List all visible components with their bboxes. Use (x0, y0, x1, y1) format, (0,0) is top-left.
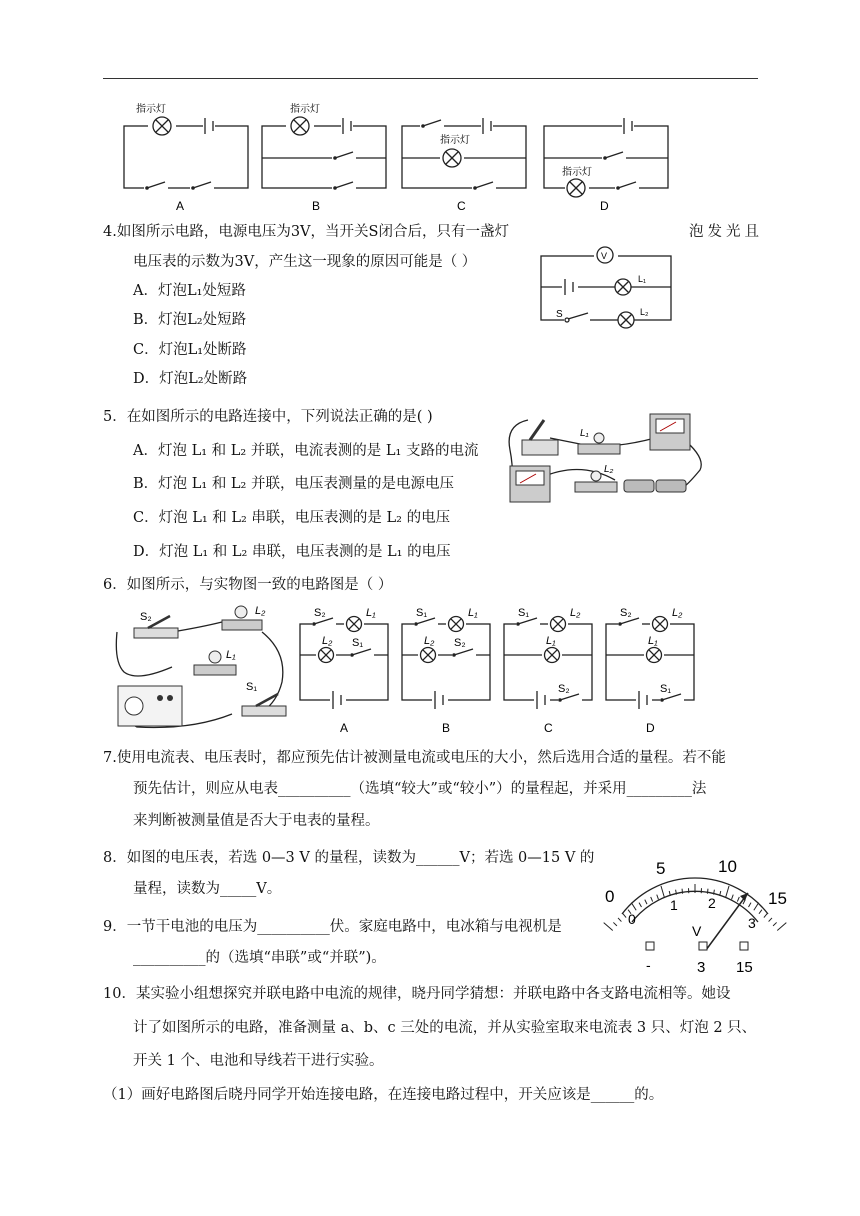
top-switch-label: S₁ (518, 607, 530, 619)
switch-s1-icon (242, 706, 286, 716)
q4-option-a: A．灯泡L₁处短路 (133, 283, 246, 299)
battery-icon (624, 480, 654, 492)
q6-circuit-a (300, 607, 388, 735)
bottom-switch-label: S₁ (660, 683, 672, 695)
mid-switch-label: S₁ (352, 637, 364, 649)
indicator-label: 指示灯 (136, 104, 166, 115)
svg-text:3: 3 (697, 959, 706, 976)
voltmeter-dial-figure (600, 852, 790, 977)
battery-icon (656, 480, 686, 492)
fig-letter-a: A (176, 199, 185, 213)
mid-lamp-label: L₂ (424, 635, 435, 647)
svg-text:15: 15 (736, 959, 753, 976)
q10-sub1: （1）画好电路图后晓丹同学开始连接电路，在连接电路过程中，开关应该是______的。 (103, 1087, 664, 1103)
mid-switch-label: S₂ (454, 637, 466, 649)
header-rule (103, 78, 758, 79)
top-switch-label: S₁ (416, 607, 428, 619)
q3-circuit-d (544, 117, 668, 213)
q4-stem-line2: 电压表的示数为3V，产生这一现象的原因可能是（ ） (133, 254, 477, 270)
q9-line2: __________的（选填“串联”或“并联”)。 (133, 950, 386, 966)
fig-letter: B (442, 721, 451, 735)
indicator-label: 指示灯 (562, 167, 592, 178)
fig-letter: C (544, 721, 553, 735)
svg-text:0: 0 (605, 887, 615, 906)
q4-option-b: B．灯泡L₂处短路 (133, 312, 247, 328)
q5-option-d: D．灯泡 L₁ 和 L₂ 串联，电压表测的是 L₁ 的电压 (133, 544, 451, 560)
q3-circuit-c (402, 117, 526, 213)
svg-text:L₁: L₁ (638, 274, 647, 284)
terminal-15-icon (740, 942, 748, 950)
fig-letter: D (646, 721, 655, 735)
mid-lamp-label: L₂ (322, 635, 333, 647)
q4-stem: 4.如图所示电路，电源电压为3V，当开关S闭合后，只有一盏灯 (103, 224, 509, 240)
q10-line1: 10．某实验小组想探究并联电路中电流的规律，晓丹同学猜想：并联电路中各支路电流相等。她设 (103, 986, 731, 1002)
terminal-3-icon (699, 942, 707, 950)
svg-text:V: V (692, 923, 702, 939)
svg-text:2: 2 (708, 895, 716, 911)
q3-circuit-figures (110, 95, 690, 215)
svg-text:V: V (601, 251, 608, 261)
svg-text:10: 10 (718, 857, 737, 876)
q4-circuit-figure (538, 240, 678, 332)
q7-line3: 来判断被测量值是否大于电表的量程。 (133, 813, 380, 829)
svg-text:S: S (556, 309, 563, 320)
top-switch-label: S₂ (620, 607, 632, 619)
q6-circuit-b (402, 607, 490, 735)
top-lamp-label: L₁ (366, 607, 376, 619)
q9-line1: 9．一节干电池的电压为__________伏。家庭电路中，电冰箱与电视机是 (103, 919, 562, 935)
lamp-l1-icon (209, 651, 221, 663)
fig-letter-b: B (312, 199, 321, 213)
q8-line2: 量程，读数为_____V。 (133, 881, 282, 897)
q6-circuit-diagrams (292, 600, 712, 740)
q4-option-c: C．灯泡L₁处断路 (133, 342, 247, 358)
mid-lamp-label: L₁ (648, 635, 658, 647)
switch-s2-icon (134, 628, 178, 638)
lamp-holder-l1-icon (578, 444, 620, 454)
q7-line2: 预先估计，则应从电表__________（选填“较大”或“较小”）的量程起，并采用_________法 (133, 781, 707, 797)
top-lamp-label: L₂ (672, 607, 683, 619)
q10-line3: 开关 1 个、电池和导线若干进行实验。 (133, 1053, 384, 1069)
indicator-label: 指示灯 (290, 104, 320, 115)
q3-circuit-b (262, 102, 386, 213)
q4-stem-end: 泡发光且 (689, 224, 763, 240)
q7-line1: 7.使用电流表、电压表时，都应预先估计被测量电流或电压的大小，然后选用合适的量程。若不能 (103, 750, 726, 766)
q5-option-b: B．灯泡 L₁ 和 L₂ 并联，电压表测量的是电源电压 (133, 476, 454, 492)
terminal-neg-icon (646, 942, 654, 950)
svg-text:1: 1 (670, 897, 678, 913)
svg-text:S₂: S₂ (140, 611, 152, 623)
lamp-l2-icon (235, 606, 247, 618)
indicator-label: 指示灯 (440, 135, 470, 146)
q6-physical-figure (112, 602, 292, 732)
top-lamp-label: L₁ (468, 607, 478, 619)
svg-text:-: - (646, 957, 651, 973)
mid-lamp-label: L₁ (546, 635, 556, 647)
q6-stem: 6．如图所示，与实物图一致的电路图是（ ） (103, 577, 393, 593)
q5-physical-circuit-figure (500, 410, 715, 505)
svg-text:L₁: L₁ (226, 649, 236, 661)
svg-text:0: 0 (628, 911, 636, 927)
fig-letter: A (340, 721, 349, 735)
svg-text:L₂: L₂ (604, 464, 614, 475)
q6-circuit-d (606, 607, 694, 735)
svg-text:S₁: S₁ (246, 681, 258, 693)
svg-text:L₁: L₁ (580, 428, 589, 439)
svg-text:L₂: L₂ (640, 307, 649, 317)
svg-text:5: 5 (656, 859, 666, 878)
svg-text:3: 3 (748, 915, 756, 931)
switch-base-icon (522, 440, 558, 455)
q4-option-d: D．灯泡L₂处断路 (133, 371, 248, 387)
q6-circuit-c (504, 607, 592, 735)
q5-stem: 5．在如图所示的电路连接中，下列说法正确的是( ) (103, 409, 433, 425)
lamp-holder-l2-icon (575, 482, 617, 492)
q3-circuit-a (124, 102, 248, 213)
fig-letter-d: D (600, 199, 609, 213)
q5-option-a: A．灯泡 L₁ 和 L₂ 并联，电流表测的是 L₁ 支路的电流 (133, 443, 479, 459)
bottom-switch-label: S₂ (558, 683, 570, 695)
svg-text:L₂: L₂ (255, 605, 266, 617)
q5-option-c: C．灯泡 L₁ 和 L₂ 串联，电压表测的是 L₂ 的电压 (133, 510, 451, 526)
q8-line1: 8．如图的电压表，若选 0—3 V 的量程，读数为______V；若选 0—15 V 的 (103, 850, 595, 866)
q10-line2: 计了如图所示的电路，准备测量 a、b、c 三处的电流，并从实验室取来电流表 3 只、灯泡 2 只、 (133, 1020, 757, 1036)
svg-text:15: 15 (768, 889, 787, 908)
top-lamp-label: L₂ (570, 607, 581, 619)
fig-letter-c: C (457, 199, 466, 213)
top-switch-label: S₂ (314, 607, 326, 619)
